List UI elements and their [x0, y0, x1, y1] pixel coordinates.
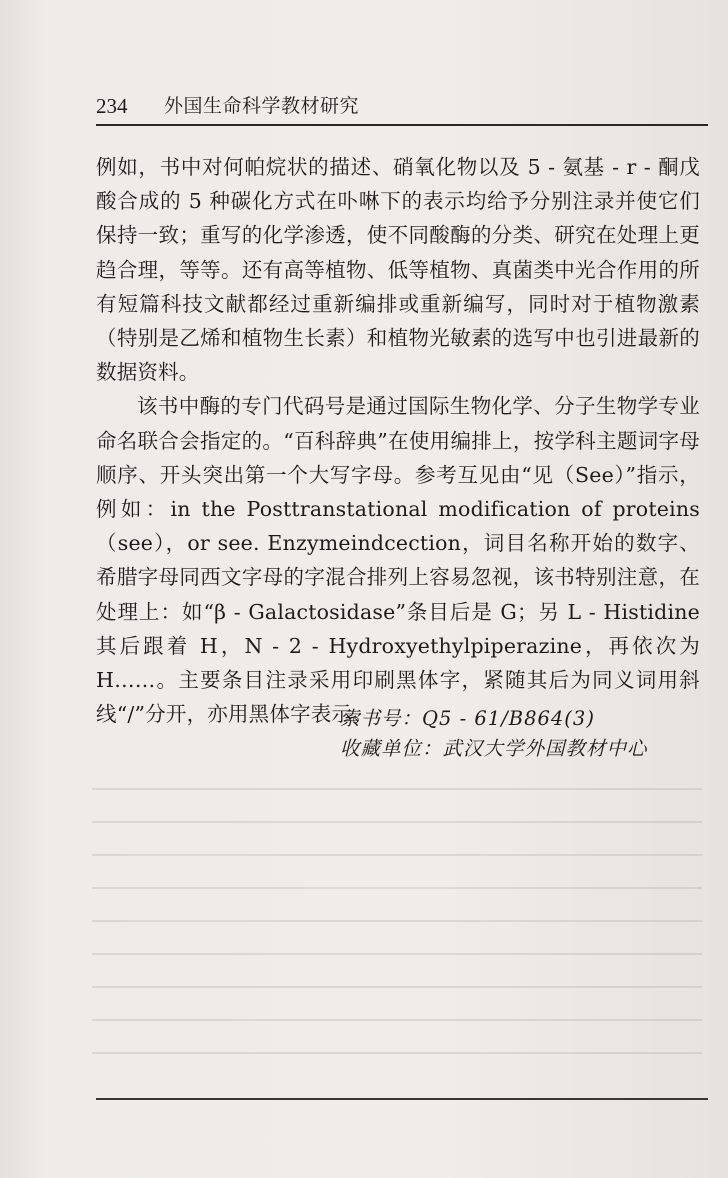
running-header — [96, 92, 708, 126]
running-title: 外国生命科学教材研究 — [164, 95, 360, 117]
show-through-texture — [92, 770, 702, 1070]
page-number: 234 — [96, 94, 128, 118]
paragraph-2: 该书中酶的专门代码号是通过国际生物化学、分子生物学专业命名联合会指定的。“百科辞典”在使用编排上，按学科主题词字母顺序、开头突出第一个大写字母。参考互见由“见（See）”指示，例如：in the Posttranstational modification of proteins（see），or see. Enzymeindcection，词目名称开始的数字、希腊字母同西文字母的字混合排列上容易忽视，该书特别注意，在处理上：如“β - Galactosidase”条目后是 G；另 L - Histidine 其后跟着 H，N - 2 - Hydroxyethylpiperazine，再依次为 H……。主要条目注录采用印刷黑体字，紧随其后为同义词用斜线“/”分开，亦用黑体字表示。 — [96, 394, 700, 727]
call-number: 索书号：Q5 - 61/B864(3) — [340, 707, 595, 730]
body-text — [96, 150, 700, 731]
footer-rule — [96, 1098, 708, 1100]
header-rule — [96, 124, 708, 126]
holding-unit: 收藏单位：武汉大学外国教材中心 — [340, 737, 648, 760]
paragraph-1: 例如，书中对何帕烷状的描述、硝氧化物以及 5 - 氨基 - r - 酮戊酸合成的 5 种碳化方式在卟啉下的表示均给予分别注录并使它们保持一致；重写的化学渗透，使不同酸酶的分类、研究在处理上更趋合理，等等。还有高等植物、低等植物、真菌类中光合作用的所有短篇科技文献都经过重新编排或重新编写，同时对于植物激素（特别是乙烯和植物生长素）和植物光敏素的选写中也引进最新的数据资料。 — [96, 155, 700, 385]
